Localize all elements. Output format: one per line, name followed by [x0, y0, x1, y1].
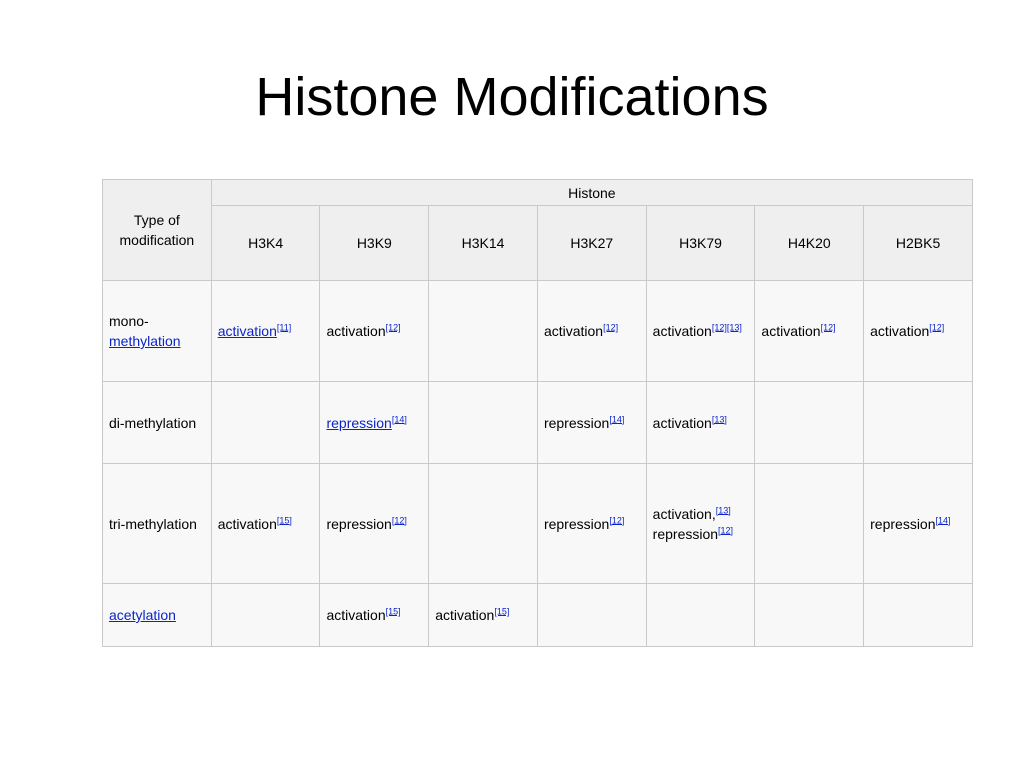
table-cell-empty	[429, 281, 538, 382]
row-label-mono-methylation	[103, 281, 212, 382]
table-row	[103, 281, 973, 382]
citation-link[interactable]: [11]	[276, 322, 292, 333]
table-cell	[864, 464, 973, 584]
cell-text: activation	[326, 323, 386, 339]
table-cell	[320, 382, 429, 464]
table-cell-empty	[864, 382, 973, 464]
table-cell	[320, 584, 429, 647]
citation-link[interactable]: [14]	[935, 514, 951, 525]
table-cell	[211, 281, 320, 382]
table-cell-empty	[537, 584, 646, 647]
table-cell	[864, 281, 973, 382]
citation-link[interactable]: [12]	[820, 322, 836, 333]
activation-link[interactable]: activation	[217, 323, 277, 339]
table-cell	[646, 464, 755, 584]
site-header-h2bk5: H2BK5	[864, 206, 973, 281]
table-cell	[429, 584, 538, 647]
table-cell	[320, 281, 429, 382]
citation-link[interactable]: [15]	[276, 514, 292, 525]
citation-link[interactable]: [14]	[609, 413, 625, 424]
cell-text: activation	[326, 607, 386, 623]
table-cell	[537, 382, 646, 464]
cell-text: activation	[217, 515, 277, 532]
site-header-h3k9: H3K9	[320, 206, 429, 281]
citation-link[interactable]: [15]	[385, 606, 401, 617]
table-cell-empty	[429, 382, 538, 464]
cell-text: activation,	[652, 505, 716, 522]
table-cell-empty	[755, 464, 864, 584]
cell-text: activation	[870, 323, 930, 339]
cell-text: repression	[652, 525, 719, 542]
row-label-tri-methylation: tri-methylation	[103, 464, 212, 584]
table-cell-empty	[211, 382, 320, 464]
corner-header: Type of modification	[103, 180, 212, 281]
table-cell	[755, 281, 864, 382]
acetylation-link[interactable]: acetylation	[109, 607, 176, 623]
site-header-h3k4: H3K4	[211, 206, 320, 281]
citation-link[interactable]: [12][13]	[711, 322, 742, 333]
histone-header: Histone	[211, 180, 972, 206]
row-label-di-methylation: di-methylation	[103, 382, 212, 464]
citation-link[interactable]: [12]	[385, 322, 401, 333]
table-cell-empty	[646, 584, 755, 647]
repression-link[interactable]: repression	[326, 414, 392, 431]
site-header-h3k14: H3K14	[429, 206, 538, 281]
site-header-h4k20: H4K20	[755, 206, 864, 281]
site-header-h3k27: H3K27	[537, 206, 646, 281]
cell-text: repression	[870, 515, 936, 532]
cell-text: activation	[652, 414, 712, 431]
table-cell	[537, 464, 646, 584]
table-cell-empty	[211, 584, 320, 647]
citation-link[interactable]: [14]	[391, 413, 407, 424]
cell-text: repression	[326, 515, 392, 532]
histone-modifications-table	[102, 179, 973, 647]
table-cell	[211, 464, 320, 584]
table-cell	[537, 281, 646, 382]
citation-link[interactable]: [12]	[391, 514, 407, 525]
table-cell	[320, 464, 429, 584]
table-row	[103, 464, 973, 584]
cell-text: repression	[543, 414, 610, 431]
methylation-link[interactable]: methylation	[109, 333, 181, 349]
citation-link[interactable]: [13]	[715, 504, 731, 515]
table-cell-empty	[429, 464, 538, 584]
citation-link[interactable]: [15]	[494, 606, 510, 617]
citation-link[interactable]: [12]	[603, 322, 619, 333]
cell-text: activation	[761, 323, 821, 339]
citation-link[interactable]: [12]	[718, 524, 734, 535]
table-cell	[646, 281, 755, 382]
citation-link[interactable]: [12]	[929, 322, 945, 333]
row-label-prefix: mono-	[109, 313, 149, 329]
citation-link[interactable]: [12]	[609, 514, 625, 525]
cell-text: repression	[543, 515, 610, 532]
row-label-acetylation	[103, 584, 212, 647]
table-cell-empty	[755, 584, 864, 647]
table-cell-empty	[864, 584, 973, 647]
table-cell-empty	[755, 382, 864, 464]
site-header-h3k79: H3K79	[646, 206, 755, 281]
cell-text: activation	[435, 607, 495, 623]
slide-title: Histone Modifications	[255, 67, 769, 127]
cell-text: activation	[652, 323, 712, 339]
table-cell	[646, 382, 755, 464]
table-row	[103, 584, 973, 647]
citation-link[interactable]: [13]	[711, 413, 727, 424]
cell-text: activation	[543, 323, 604, 339]
table-row	[103, 382, 973, 464]
